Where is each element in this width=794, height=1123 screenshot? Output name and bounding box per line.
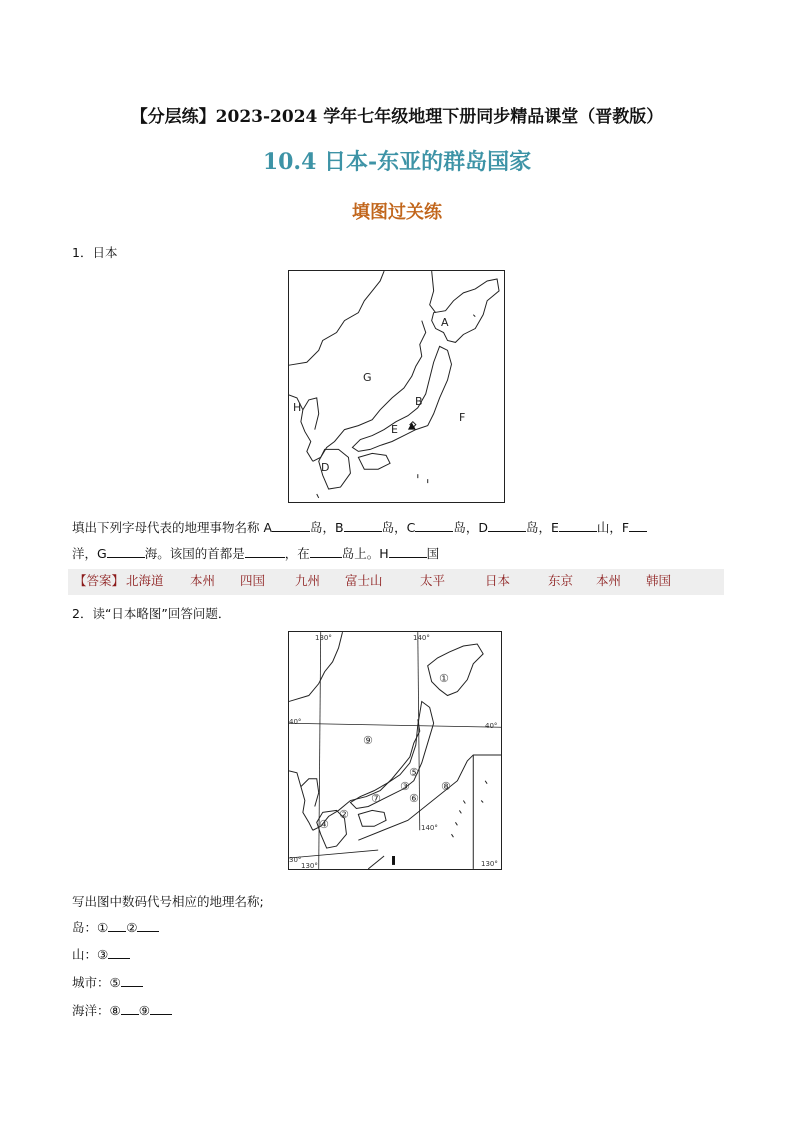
line-label: 山： <box>72 947 98 962</box>
line-label: 岛： <box>72 920 98 935</box>
prompt-text: 洋，G <box>72 546 107 561</box>
marker-1: ① <box>439 672 449 685</box>
answer-item: 本州 <box>190 573 216 588</box>
prompt-text: 海。该国的首都是 <box>144 546 245 561</box>
japan-map-1 <box>288 270 505 503</box>
marker-ref: ① <box>97 920 109 935</box>
answer-item: 北海道 <box>126 573 164 588</box>
prompt-text: 岛，D <box>453 520 488 535</box>
answer-blank[interactable] <box>121 975 143 987</box>
prompt-text: 岛，E <box>525 520 559 535</box>
answer-blank[interactable] <box>559 520 597 532</box>
series-title: 【分层练】2023-2024 学年七年级地理下册同步精品课堂（晋教版） <box>130 107 664 127</box>
japan-outline-map-2 <box>289 632 501 869</box>
prompt-text: 岛上。H <box>341 546 389 561</box>
map1-label-d: D <box>321 461 330 474</box>
map1-label-a: A <box>441 316 449 329</box>
prompt-text: 岛，C <box>381 520 416 535</box>
marker-ref: ② <box>126 920 138 935</box>
prompt-text: 岛，B <box>310 520 344 535</box>
marker-4: ④ <box>319 818 329 831</box>
prompt-text: 国 <box>426 546 440 561</box>
line-label: 城市： <box>72 975 110 990</box>
map1-label-g: G <box>363 371 372 384</box>
q1-prompt-line1 <box>72 518 647 536</box>
q2-city-line <box>72 973 143 991</box>
answer-blank[interactable] <box>344 520 382 532</box>
lon-label: 130° <box>315 634 332 642</box>
map1-label-b: B <box>415 395 423 408</box>
marker-ref: ⑤ <box>109 975 121 990</box>
q2-ocean-line <box>72 1001 172 1019</box>
answer-item: 韩国 <box>646 573 672 588</box>
prompt-text: 山，F <box>596 520 630 535</box>
map1-label-f: F <box>459 411 466 424</box>
answer-blank[interactable] <box>310 546 342 558</box>
marker-2: ② <box>339 808 349 821</box>
line-label: 海洋： <box>72 1003 110 1018</box>
answer-bar <box>68 569 724 595</box>
prompt-text: ，在 <box>284 546 310 561</box>
lat-label: 40° <box>485 722 498 730</box>
map1-label-e: E <box>391 423 398 436</box>
marker-8: ⑧ <box>441 780 451 793</box>
q2-islands-line <box>72 918 159 936</box>
marker-5: ⑤ <box>409 766 419 779</box>
marker-9: ⑨ <box>363 734 373 747</box>
lat-label: 40° <box>289 718 302 726</box>
marker-6: ⑥ <box>409 792 419 805</box>
japan-map-2 <box>288 631 502 870</box>
answer-blank[interactable] <box>137 920 159 932</box>
prompt-text: 填出下列字母代表的地理事物名称 A <box>72 520 273 535</box>
marker-3: ③ <box>400 780 410 793</box>
answer-item: 富士山 <box>345 573 383 588</box>
black-marker <box>392 856 395 865</box>
answer-blank[interactable] <box>389 546 427 558</box>
marker-7: ⑦ <box>371 792 381 805</box>
answer-blank[interactable] <box>629 520 647 532</box>
lon-label: 140° <box>413 634 430 642</box>
answer-blank[interactable] <box>245 546 285 558</box>
answer-blank[interactable] <box>107 546 145 558</box>
answer-blank[interactable] <box>121 1003 139 1015</box>
q1-title: 1．日本 <box>72 245 118 260</box>
answer-blank[interactable] <box>272 520 310 532</box>
lon-label: 130° <box>481 860 498 868</box>
marker-ref: ⑨ <box>138 1003 150 1018</box>
answer-item: 九州 <box>295 573 321 588</box>
lesson-title: 10.4 日本-东亚的群岛国家 <box>262 149 532 175</box>
answer-item: 太平 <box>420 573 446 588</box>
marker-ref: ③ <box>97 947 109 962</box>
answer-item: 本州 <box>596 573 622 588</box>
answer-item: 日本 <box>485 573 511 588</box>
answer-item: 四国 <box>240 573 266 588</box>
lon-label: 130° <box>301 862 318 870</box>
q2-title: 2．读“日本略图”回答问题． <box>72 606 231 621</box>
marker-ref: ⑧ <box>109 1003 121 1018</box>
answer-blank[interactable] <box>488 520 526 532</box>
answer-tag: 【答案】 <box>74 573 125 588</box>
answer-blank[interactable] <box>415 520 453 532</box>
lon-label: 140° <box>421 824 438 832</box>
q2-mountain-line <box>72 945 130 963</box>
answer-blank[interactable] <box>150 1003 172 1015</box>
answer-blank[interactable] <box>108 920 126 932</box>
q2-instruction: 写出图中数码代号相应的地理名称; <box>72 894 264 909</box>
section-title: 填图过关练 <box>352 202 442 223</box>
answer-blank[interactable] <box>108 947 130 959</box>
lat-label: 30° <box>289 856 302 864</box>
q1-prompt-line2 <box>72 544 439 562</box>
map1-label-h: H <box>293 401 302 414</box>
answer-item: 东京 <box>548 573 574 588</box>
